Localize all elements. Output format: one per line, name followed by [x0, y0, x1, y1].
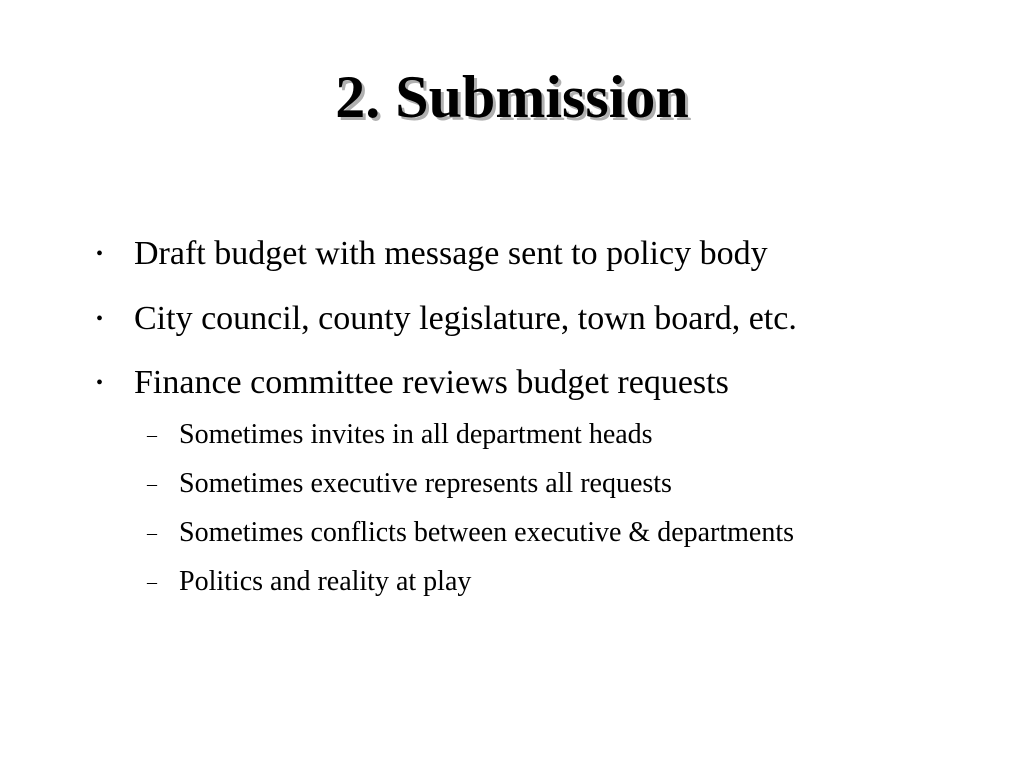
- bullet-marker: •: [96, 243, 104, 265]
- sub-bullet-text: Sometimes executive represents all requests: [179, 468, 672, 499]
- sub-bullet-marker: –: [147, 424, 157, 446]
- bullet-marker: •: [96, 372, 104, 394]
- sub-bullet-marker: –: [147, 522, 157, 544]
- slide-title: 2. Submission: [335, 64, 689, 130]
- sub-bullet-text: Sometimes invites in all department heads: [179, 419, 653, 450]
- bullet-text: Finance committee reviews budget requests: [134, 364, 729, 401]
- sub-bullet-marker: –: [147, 473, 157, 495]
- sub-bullet-text: Politics and reality at play: [179, 566, 472, 597]
- bullet-text: City council, county legislature, town board, etc.: [134, 300, 797, 337]
- sub-bullet-marker: –: [147, 571, 157, 593]
- bullet-marker: •: [96, 308, 104, 330]
- sub-bullet-text: Sometimes conflicts between executive & departments: [179, 517, 795, 548]
- bullet-text: Draft budget with message sent to policy body: [134, 235, 768, 272]
